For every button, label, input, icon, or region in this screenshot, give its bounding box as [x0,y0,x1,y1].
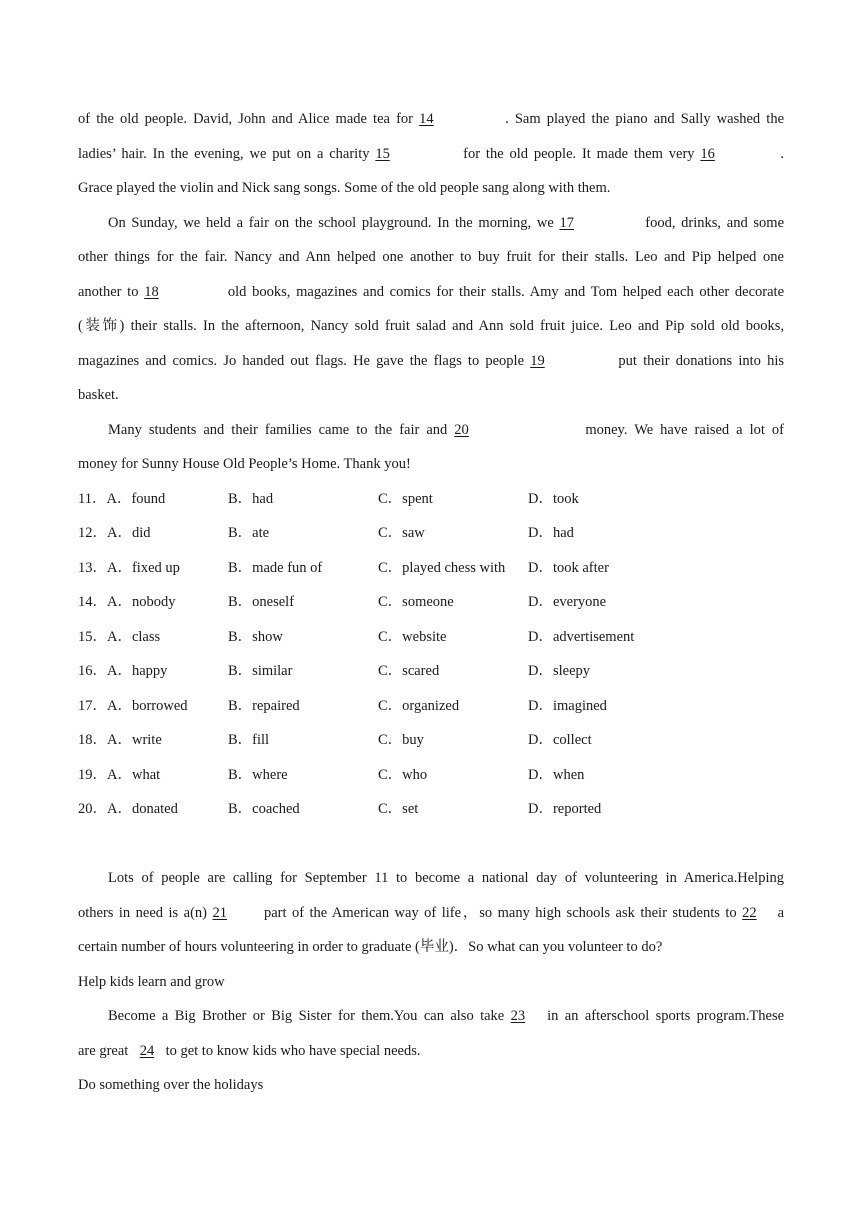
question-number: 15． [78,628,107,645]
option-a: A．borrowed [107,697,188,714]
document-page [78,102,784,1103]
passage1-line-10: Many students and their families came to the fair and 20 money. We have raised a lot of [78,413,784,448]
option-c: C．someone [378,594,454,610]
option-b: B．where [228,766,288,783]
option-b: B．fill [228,732,270,748]
blank-20: 20 [454,421,469,438]
passage1-line-6: another to 18 old books, magazines and comics for their stalls. Amy and Tom helped each other decorate [78,275,784,310]
option-a: A．happy [107,663,168,679]
option-b: B．ate [228,525,270,541]
option-a: A．fixed up [107,559,180,576]
question-number: 19． [78,766,107,783]
option-c: C．buy [378,732,424,748]
option-a: A．did [107,525,151,541]
passage1-line-8: magazines and comics. Jo handed out flags. He gave the flags to people 19 put their donations into his [78,344,784,379]
passage1-line-9: basket. [78,387,119,403]
blank-19: 19 [530,352,545,369]
option-a: A．nobody [107,594,176,610]
option-a: A．found [106,490,166,507]
option-c: C．set [378,801,419,817]
question-row [78,654,784,689]
blank-21: 21 [212,904,227,921]
option-d: D．sleepy [528,663,591,679]
options-list [78,482,784,827]
option-d: D．imagined [528,697,607,714]
question-number: 17． [78,697,107,714]
question-row [78,620,784,655]
section-spacer [78,827,784,862]
question-row [78,689,784,724]
option-a: A．donated [107,801,178,817]
option-c: C．who [378,766,428,783]
option-d: D．when [528,766,585,783]
question-number: 16． [78,663,107,679]
blank-18: 18 [144,283,159,300]
passage1-line-2: ladies’ hair. In the evening, we put on a charity 15 for the old people. It made them very 16 . [78,137,784,172]
passage1-line-4: On Sunday, we held a fair on the school playground. In the morning, we 17 food, drinks, and some [78,206,784,241]
passage1-line-1: of the old people. David, John and Alice made tea for 14 . Sam played the piano and Sally washed the [78,102,784,137]
question-row [78,585,784,620]
blank-14: 14 [419,111,434,127]
option-d: D．advertisement [528,628,635,645]
option-d: D．took [528,490,579,507]
option-d: D．everyone [528,594,607,610]
question-row [78,551,784,586]
option-d: D．reported [528,801,602,817]
question-number: 11． [78,490,107,507]
section-heading-holidays: Do something over the holidays [78,1077,264,1093]
question-number: 20． [78,801,107,817]
passage1-line-5: other things for the fair. Nancy and Ann helped one another to buy fruit for their stalls. Leo and Pip helped one [78,249,784,265]
passage2-line-3: certain number of hours volunteering in order to graduate (毕业)．So what can you volunteer to do? [78,939,663,955]
option-c: C．website [378,628,447,645]
passage2-line-5: are great 24 to get to know kids who have special needs. [78,1034,784,1069]
passage1-line-3: Grace played the violin and Nick sang songs. Some of the old people sang along with them. [78,180,611,196]
passage2-line-1: Lots of people are calling for September 11 to become a national day of volunteering in America.Helping [108,870,784,886]
option-b: B．coached [228,801,300,817]
option-c: C．saw [378,525,425,541]
blank-15: 15 [375,145,390,162]
option-b: B．had [228,490,274,507]
question-row [78,792,784,827]
question-row [78,482,784,517]
passage2-line-4: Become a Big Brother or Big Sister for them.You can also take 23 in an afterschool sports program.These [78,999,784,1034]
option-a: A．what [107,766,161,783]
option-a: A．write [107,732,162,748]
option-b: B．show [228,628,283,645]
blank-22: 22 [742,904,757,921]
section-heading-help-kids: Help kids learn and grow [78,973,225,990]
option-c: C．spent [378,490,433,507]
question-row [78,516,784,551]
question-row [78,758,784,793]
option-c: C．played chess with [378,559,506,576]
option-c: C．organized [378,697,460,714]
option-d: D．took after [528,559,609,576]
option-d: D．collect [528,732,592,748]
passage1-line-11: money for Sunny House Old People’s Home. Thank you! [78,456,411,472]
option-b: B．repaired [228,697,300,714]
blank-16: 16 [700,145,715,162]
question-number: 12． [78,525,107,541]
blank-24: 24 [139,1042,155,1059]
blank-17: 17 [559,214,575,231]
question-number: 14． [78,594,107,610]
option-b: B．similar [228,663,293,679]
option-b: B．made fun of [228,559,323,576]
question-row [78,723,784,758]
passage2-line-2: others in need is a(n) 21 part of the American way of life，so many high schools ask their students to 22 a [78,896,784,931]
passage1-line-7: (装饰) their stalls. In the afternoon, Nancy sold fruit salad and Ann sold fruit juice. Leo and Pip sold old books, [78,318,784,334]
question-number: 13． [78,559,107,576]
option-a: A．class [107,628,161,645]
option-b: B．oneself [228,594,295,610]
option-d: D．had [528,525,574,541]
option-c: C．scared [378,663,440,679]
blank-23: 23 [510,1008,526,1024]
question-number: 18． [78,732,107,748]
